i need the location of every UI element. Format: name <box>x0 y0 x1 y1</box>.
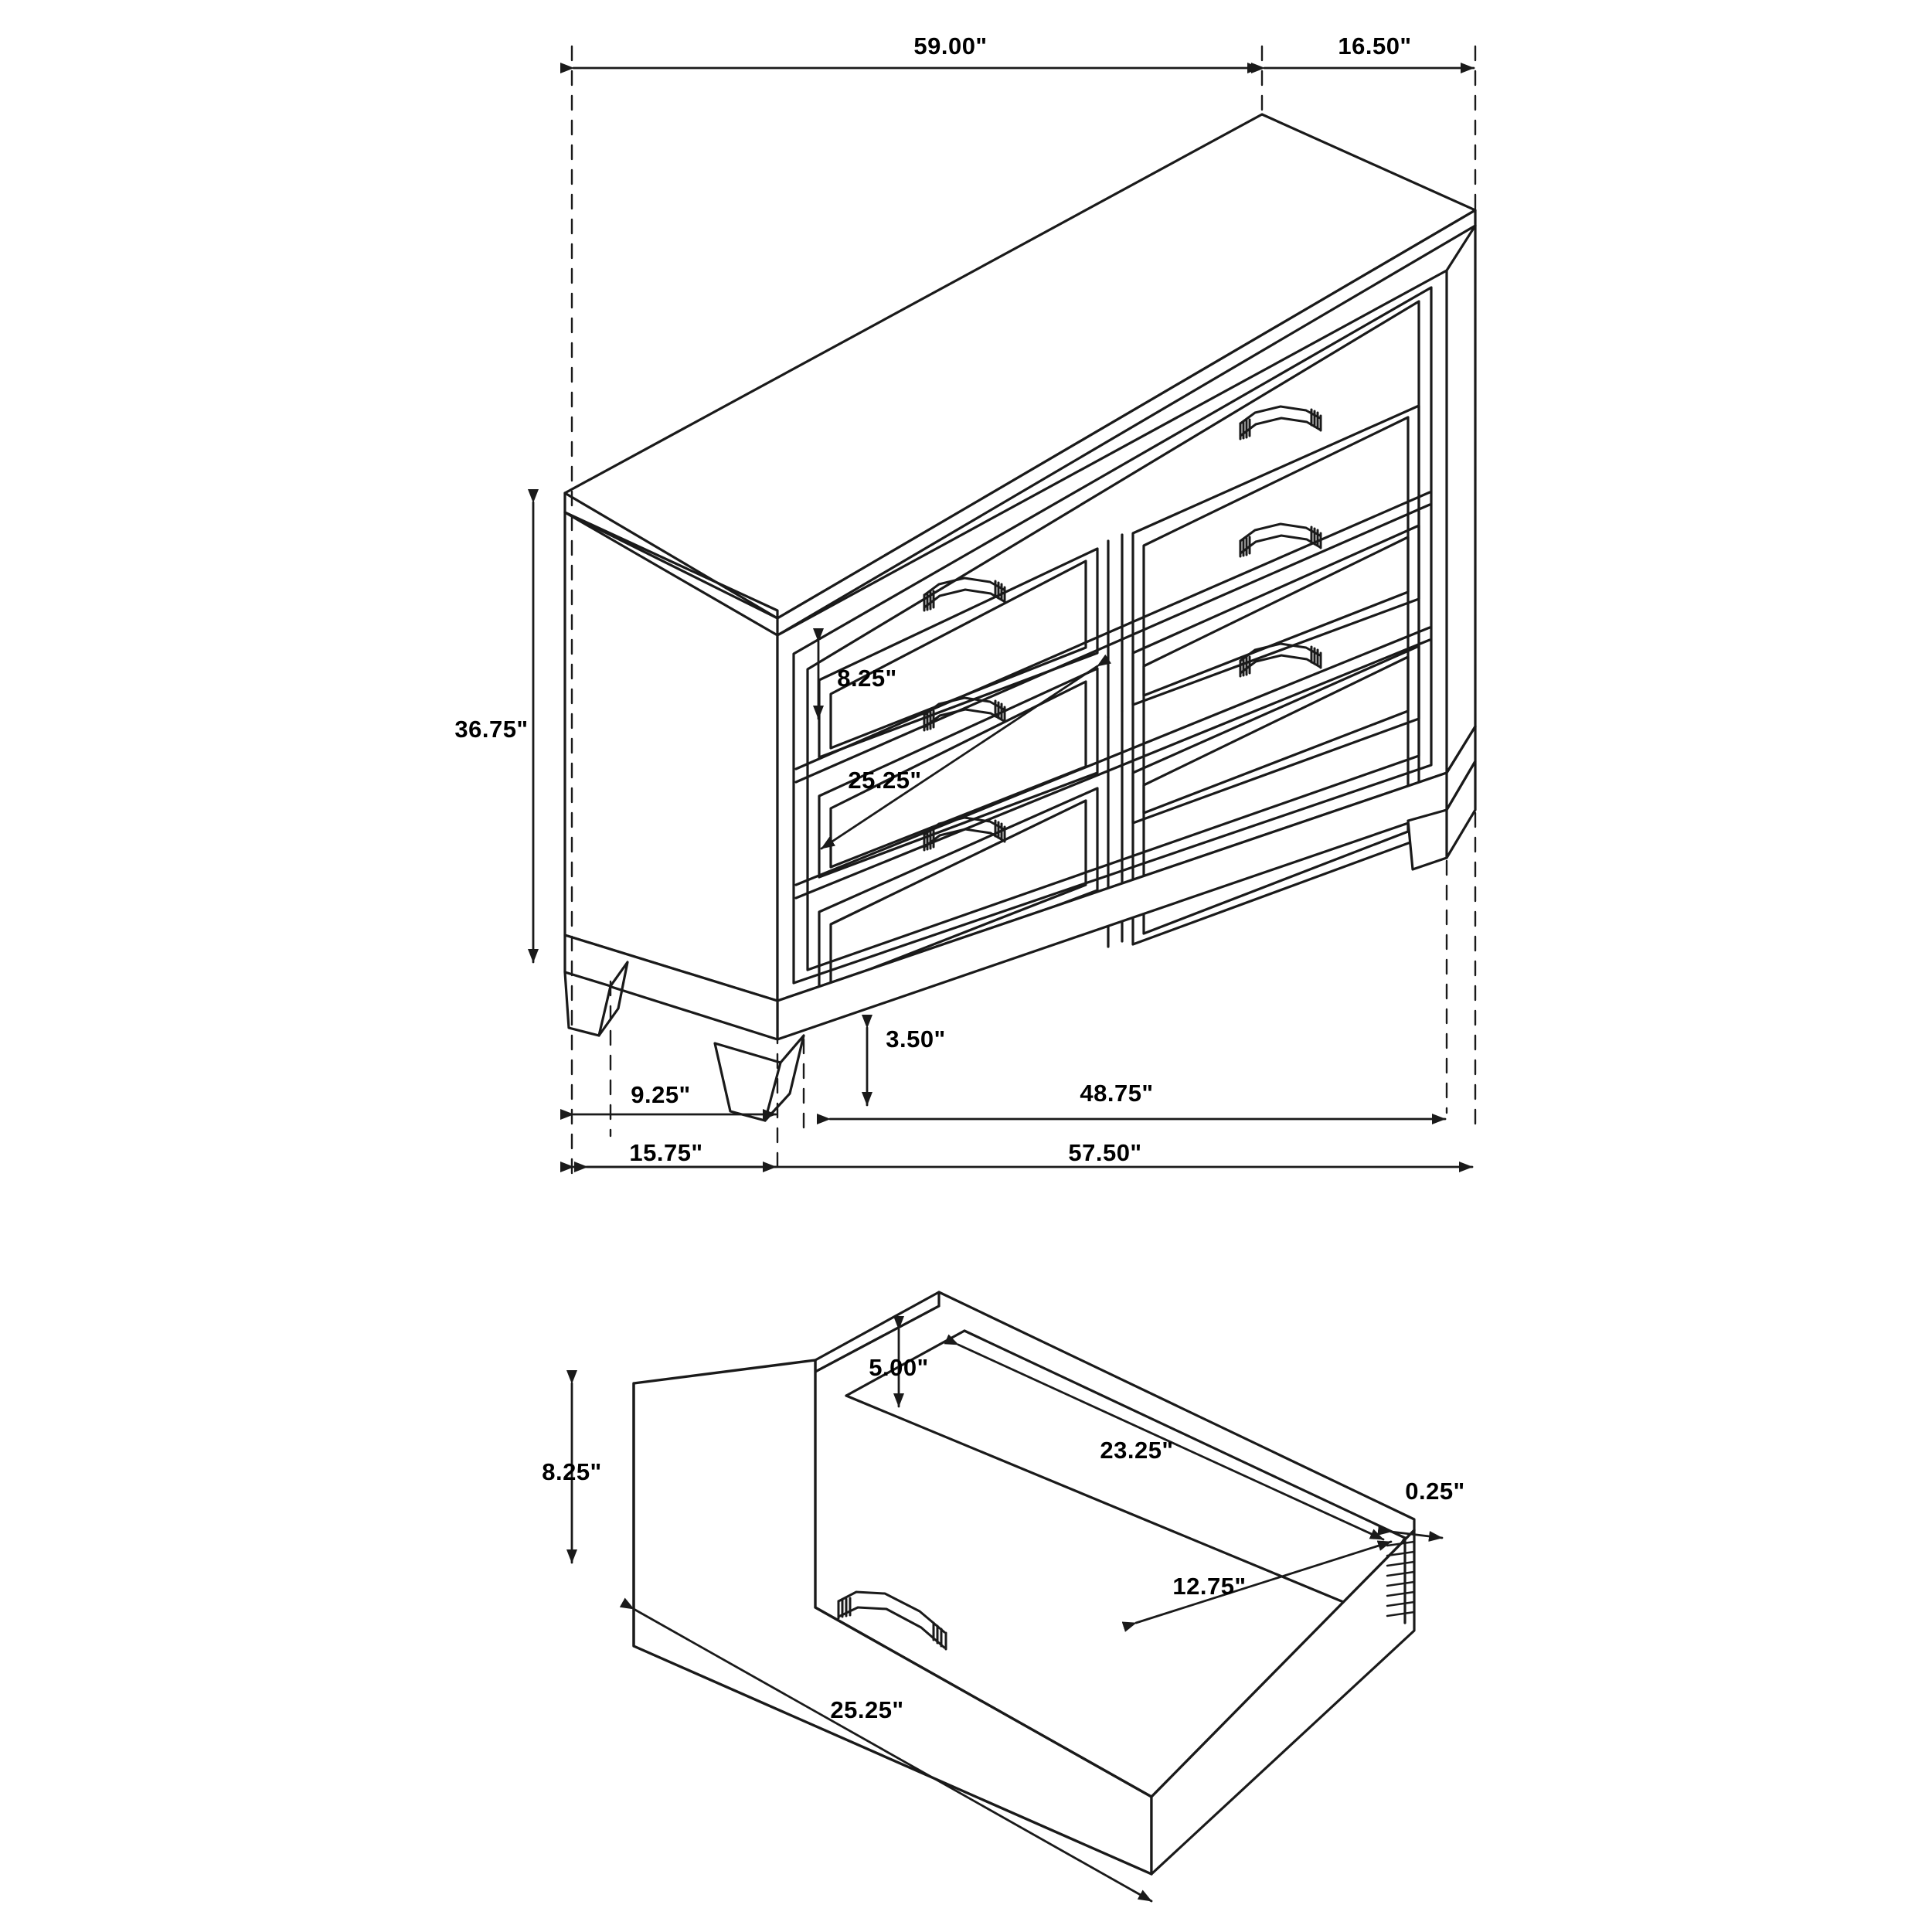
dimension-label-foot-offset: 9.25" <box>631 1081 691 1108</box>
dimension-label-drawer-face-height: 8.25" <box>837 665 897 692</box>
dimension-label-drawer-interior-width: 12.75" <box>1172 1573 1247 1600</box>
dimension-label-base-width: 57.50" <box>1068 1139 1142 1166</box>
dimension-label-drawer-height: 8.25" <box>542 1458 602 1485</box>
dimension-label-drawer-face-width: 25.25" <box>848 767 922 794</box>
dimension-label-leg-height: 3.50" <box>886 1026 946 1053</box>
dimension-label-base-depth: 15.75" <box>629 1139 703 1166</box>
dimension-label-drawer-side-thickness: 0.25" <box>1405 1478 1465 1505</box>
dimension-label-top-width: 59.00" <box>913 32 988 60</box>
dimension-label-drawer-width: 25.25" <box>830 1696 904 1723</box>
dimension-label-overall-height: 36.75" <box>454 716 529 743</box>
dimension-label-top-depth: 16.50" <box>1338 32 1412 60</box>
dimension-label-drawer-interior-depth: 5.00" <box>869 1354 929 1381</box>
dimension-label-drawer-interior-length: 23.25" <box>1100 1437 1174 1464</box>
dimension-label-base-inner-width: 48.75" <box>1080 1080 1154 1107</box>
